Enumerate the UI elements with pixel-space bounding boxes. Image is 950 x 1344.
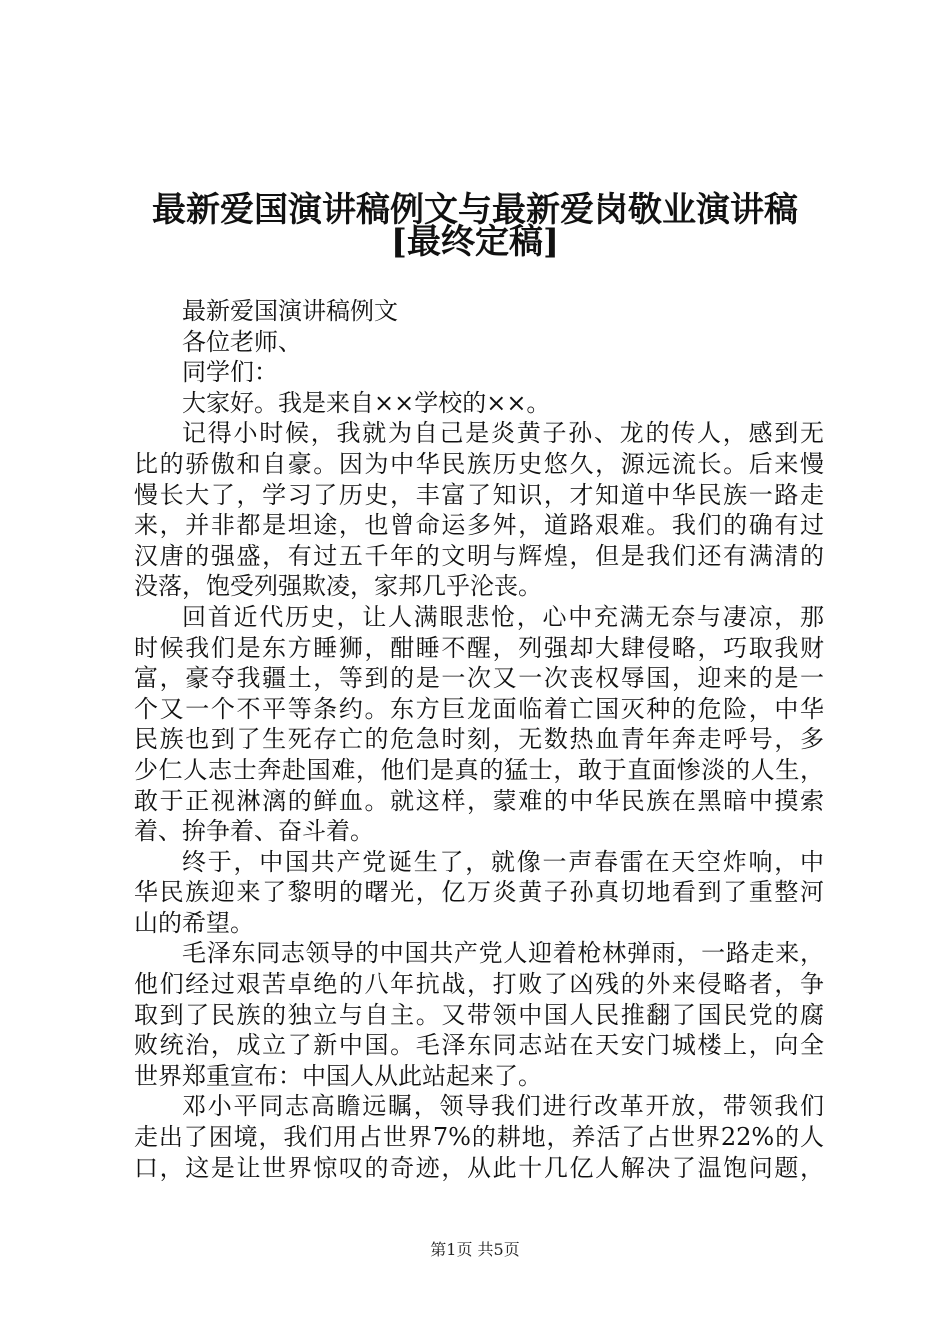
body-line: 来，并非都是坦途，也曾命运多舛，道路艰难。我们的确有过 [134,511,824,540]
body-line: 比的骄傲和自豪。因为中华民族历史悠久，源远流长。后来慢 [134,449,824,478]
body-line: 大家好。我是来自××学校的××。 [182,388,551,417]
body-line: 慢长大了，学习了历史，丰富了知识，才知道中华民族一路走 [134,480,824,509]
body-line: 回首近代历史，让人满眼悲怆，心中充满无奈与凄凉，那 [182,602,824,631]
body-line: 汉唐的强盛，有过五千年的文明与辉煌，但是我们还有满清的 [134,541,824,570]
body-line: 走出了困境，我们用占世界7%的耕地，养活了占世界22%的人 [134,1123,824,1152]
body-line: 没落，饱受列强欺凌，家邦几乎沦丧。 [134,572,542,601]
body-line: 各位老师、 [182,327,302,356]
body-line: 毛泽东同志领导的中国共产党人迎着枪林弹雨，一路走来， [182,939,824,968]
body-line: 敢于正视淋漓的鲜血。就这样，蒙难的中华民族在黑暗中摸索 [134,786,824,815]
body-line: 少仁人志士奔赴国难，他们是真的猛士，敢于直面惨淡的人生， [134,755,824,784]
body-line: 取到了民族的独立与自主。又带领中国人民推翻了国民党的腐 [134,1000,824,1029]
body-line: 败统治，成立了新中国。毛泽东同志站在天安门城楼上，向全 [134,1031,824,1060]
document-title-line-2: [最终定稿] [390,222,560,262]
document-body [134,296,824,1183]
body-line: 着、拚争着、奋斗着。 [134,817,374,846]
body-line: 山的希望。 [134,908,254,937]
body-line: 同学们： [182,358,278,387]
body-line: 口，这是让世界惊叹的奇迹，从此十几亿人解决了温饱问题， [134,1153,824,1182]
body-line: 他们经过艰苦卓绝的八年抗战，打败了凶残的外来侵略者，争 [134,970,824,999]
body-line: 华民族迎来了黎明的曙光，亿万炎黄子孙真切地看到了重整河 [134,878,824,907]
body-line: 最新爱国演讲稿例文 [182,297,398,325]
document-title-line-1: 最新爱国演讲稿例文与最新爱岗敬业演讲稿 [152,190,798,230]
body-line: 个又一个不平等条约。东方巨龙面临着亡国灭种的危险，中华 [134,694,824,723]
body-line: 世界郑重宣布：中国人从此站起来了。 [134,1061,542,1090]
body-line: 记得小时候，我就为自己是炎黄子孙、龙的传人，感到无 [182,419,824,448]
page-number-footer: 第1页 共5页 [430,1240,520,1259]
body-line: 富，豪夺我疆土，等到的是一次又一次丧权辱国，迎来的是一 [134,664,824,693]
body-line: 邓小平同志高瞻远瞩，领导我们进行改革开放，带领我们 [182,1092,824,1121]
body-line: 民族也到了生死存亡的危急时刻，无数热血青年奔走呼号，多 [134,725,824,754]
body-line: 时候我们是东方睡狮，酣睡不醒，列强却大肆侵略，巧取我财 [134,633,824,662]
body-line: 终于，中国共产党诞生了，就像一声春雷在天空炸响，中 [182,847,824,876]
